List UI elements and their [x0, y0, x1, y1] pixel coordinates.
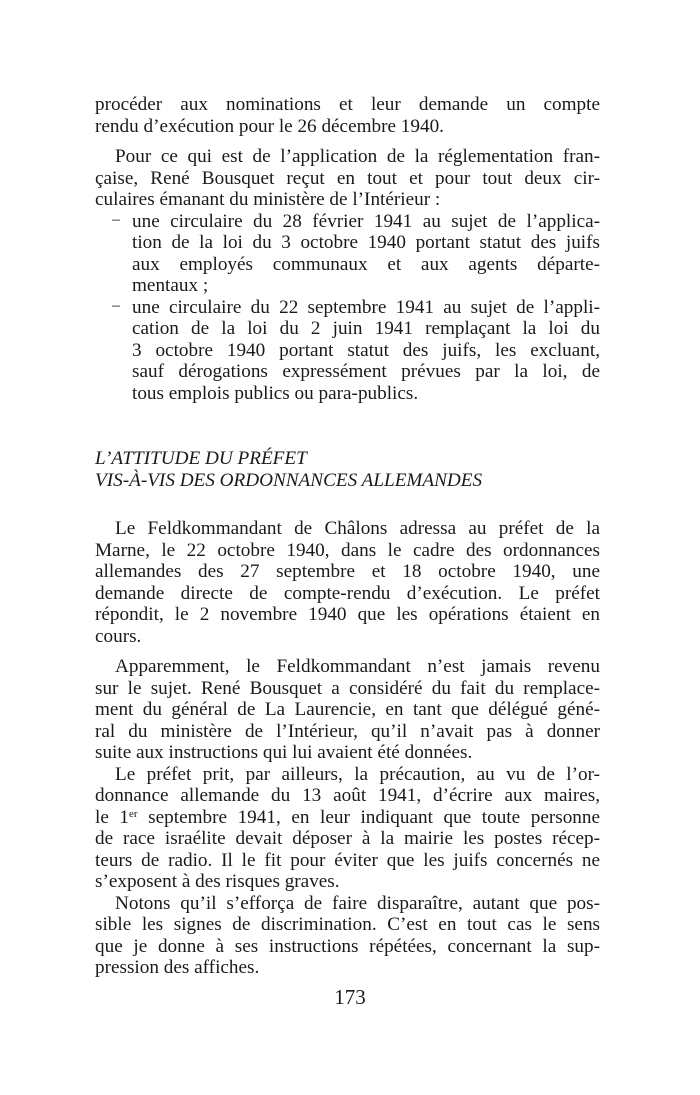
text-line: procéder aux nominations et leur demande un compte — [95, 94, 600, 115]
text-line: ment du général de La Laurencie, en tant que délégué géné- — [95, 699, 600, 720]
heading-line-2: VIS-À-VIS DES ORDONNANCES ALLEMANDES — [95, 470, 483, 491]
text-line: teurs de radio. Il le fit pour éviter que les juifs concernés ne — [95, 849, 600, 871]
paragraph-3 — [95, 518, 600, 647]
paragraph-4 — [95, 656, 600, 764]
list-dash: – — [112, 210, 120, 228]
text-line: donnance allemande du 13 août 1941, d’écrire aux maires, — [95, 785, 600, 806]
text-line: Marne, le 22 octobre 1940, dans le cadre des ordonnances — [95, 539, 600, 561]
text-line: ral du ministère de l’Intérieur, qu’il n’avait pas à donner — [95, 720, 600, 742]
text-line: une circulaire du 28 février 1941 au sujet de l’applica- — [132, 210, 600, 232]
paragraph-1 — [95, 94, 600, 137]
text-line: Apparemment, le Feldkommandant n’est jamais revenu — [115, 656, 600, 677]
text-line: cation de la loi du 2 juin 1941 remplaçant la loi du — [132, 318, 600, 339]
paragraph-6 — [95, 893, 600, 979]
text-line: une circulaire du 22 septembre 1941 au sujet de l’appli- — [132, 296, 600, 318]
text-line: s’exposent à des risques graves. — [95, 871, 340, 892]
list-dash: – — [112, 296, 120, 314]
text-line: cours. — [95, 625, 142, 647]
text-line: répondit, le 2 novembre 1940 que les opérations étaient en — [95, 604, 600, 625]
text-line: de race israélite devait déposer à la mairie les postes récep- — [95, 828, 600, 849]
text-line: aux employés communaux et aux agents départe- — [132, 253, 600, 275]
text-line: culaires émanant du ministère de l’Intérieur : — [95, 189, 441, 210]
paragraph-5 — [95, 764, 600, 893]
text-line: Le préfet prit, par ailleurs, la précaution, au vu de l’or- — [115, 763, 600, 785]
text-line: sible les signes de discrimination. C’est en tout cas le sens — [95, 914, 600, 935]
text-line: sur le sujet. René Bousquet a considéré du fait du remplace- — [95, 677, 600, 699]
heading-line-1: L’ATTITUDE DU PRÉFET — [95, 448, 307, 469]
superscript: er — [129, 807, 138, 820]
page-number: 173 — [334, 985, 366, 1009]
text-line: Pour ce qui est de l’application de la réglementation fran- — [115, 146, 600, 167]
text-line — [95, 807, 600, 829]
text-line: Notons qu’il s’efforça de faire disparaître, autant que pos- — [115, 892, 600, 914]
text-line: mentaux ; — [132, 275, 209, 296]
text-fragment: septembre 1941, en leur indiquant que toute personne — [137, 806, 600, 828]
text-line: pression des affiches. — [95, 957, 260, 978]
text-line: rendu d’exécution pour le 26 décembre 1940. — [95, 115, 444, 137]
list-item — [95, 211, 600, 297]
text-line: 3 octobre 1940 portant statut des juifs, les excluant, — [132, 339, 600, 361]
text-line: çaise, René Bousquet reçut en tout et pour tout deux cir- — [95, 167, 600, 189]
text-fragment: le 1 — [95, 806, 130, 828]
text-line: tion de la loi du 3 octobre 1940 portant statut des juifs — [132, 232, 600, 253]
paragraph-2 — [95, 146, 600, 404]
section-heading — [95, 448, 600, 492]
text-line: Le Feldkommandant de Châlons adressa au préfet de la — [115, 518, 600, 539]
text-line: allemandes des 27 septembre et 18 octobre 1940, une — [95, 561, 600, 582]
text-line: demande directe de compte-rendu d’exécution. Le préfet — [95, 582, 600, 604]
text-line: que je donne à ses instructions répétées, concernant la sup- — [95, 935, 600, 957]
text-line: tous emplois publics ou para-publics. — [132, 382, 419, 404]
text-line: suite aux instructions qui lui avaient été données. — [95, 742, 473, 763]
text-line: sauf dérogations expressément prévues par la loi, de — [132, 361, 600, 382]
page-body — [95, 94, 600, 979]
list-item — [95, 297, 600, 405]
